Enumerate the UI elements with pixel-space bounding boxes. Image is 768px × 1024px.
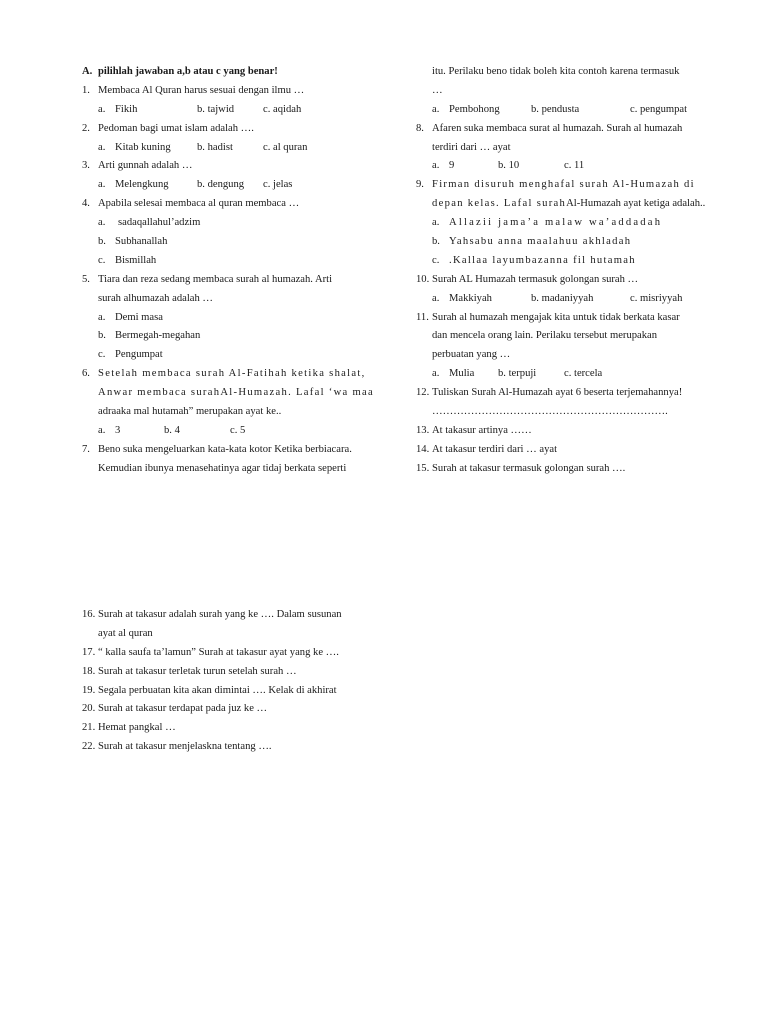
option-b: b. pendusta <box>531 103 580 115</box>
question-10 <box>416 271 716 290</box>
question-text: Beno suka mengeluarkan kata-kata kotor Ketika berbiacara. <box>98 443 352 455</box>
question-number: 6. <box>82 368 90 380</box>
question-text: … <box>432 84 443 96</box>
question-9 <box>416 176 716 195</box>
section-letter: A. <box>82 66 93 77</box>
question-text: Pedoman bagi umat islam adalah …. <box>98 122 254 134</box>
question-20 <box>82 700 372 719</box>
option-letter: b. <box>432 236 440 248</box>
question-text: “ kalla saufa ta’lamun” Surah at takasur ayat yang ke …. <box>98 646 339 658</box>
option-a: 3 <box>115 424 121 436</box>
option-5b <box>82 327 372 346</box>
question-text: Setelah membaca surah Al-Fatihah ketika shalat, <box>98 368 366 380</box>
question-number: 11. <box>416 311 429 323</box>
option-b: b. terpuji <box>498 368 537 380</box>
option-9c <box>416 252 716 271</box>
option-c: c. 11 <box>564 160 585 172</box>
question-7-cont <box>82 460 372 479</box>
question-6-cont2 <box>82 403 372 422</box>
question-text-spaced: depan kelas. Lafal surah <box>432 198 567 210</box>
question-text: Surah at takasur adalah surah yang ke …. Dalam susunan <box>98 609 342 620</box>
question-5 <box>82 271 372 290</box>
bottom-column <box>82 606 372 757</box>
option-c: c. pengumpat <box>630 103 688 115</box>
option-b: b. tajwid <box>197 103 235 115</box>
option-b: Subhanallah <box>115 236 168 248</box>
question-5-cont <box>82 290 372 309</box>
question-18 <box>82 663 372 682</box>
question-number: 3. <box>82 160 90 172</box>
question-text: Surah AL Humazah termasuk golongan surah … <box>432 273 639 285</box>
question-text: Anwar membaca surahAl-Humazah. Lafal ‘wa maa <box>98 387 375 399</box>
question-number: 22. <box>82 741 96 753</box>
question-16 <box>82 606 372 625</box>
option-4b <box>82 233 372 252</box>
option-letter: a. <box>432 292 440 304</box>
option-a: Allazii jama’a malaw wa’addadah <box>449 217 663 229</box>
option-5c <box>82 346 372 365</box>
question-text: Surah at takasur terdapat pada juz ke … <box>98 703 268 715</box>
question-text: surah alhumazah adalah … <box>98 292 214 304</box>
question-text: Apabila selesai membaca al quran membaca … <box>98 198 300 210</box>
question-text: Surah at takasur menjelaskna tentang …. <box>98 741 272 753</box>
option-b: b. dengung <box>197 179 245 191</box>
option-letter: b. <box>98 330 106 342</box>
option-c: .Kallaa layumbazanna fil hutamah <box>449 254 636 266</box>
question-text: At takasur terdiri dari … ayat <box>432 443 558 455</box>
options-1 <box>82 101 372 120</box>
section-title: pilihlah jawaban a,b atau c yang benar! <box>98 66 278 77</box>
question-number: 20. <box>82 703 96 715</box>
option-letter: c. <box>98 254 106 266</box>
question-text: perbuatan yang … <box>432 349 511 361</box>
question-7 <box>82 441 372 460</box>
option-b: b. madaniyyah <box>531 292 594 304</box>
option-a: Fikih <box>115 103 138 115</box>
question-text: Membaca Al Quran harus sesuai dengan ilmu … <box>98 84 305 96</box>
question-6 <box>82 365 372 384</box>
option-b: Bermegah-megahan <box>115 330 201 342</box>
option-c: c. aqidah <box>263 103 302 115</box>
question-number: 16. <box>82 609 96 620</box>
option-a: Melengkung <box>115 179 169 191</box>
option-letter: a. <box>432 217 440 229</box>
option-a: Demi masa <box>115 311 163 323</box>
question-text: Arti gunnah adalah … <box>98 160 193 172</box>
question-4 <box>82 195 372 214</box>
question-number: 10. <box>416 273 430 285</box>
question-6-cont <box>82 384 375 403</box>
question-number: 21. <box>82 722 96 734</box>
option-b: Yahsabu anna maalahuu akhladah <box>449 236 632 248</box>
right-column <box>416 63 716 479</box>
question-number: 5. <box>82 273 90 285</box>
option-letter: c. <box>432 254 440 266</box>
question-17 <box>82 644 372 663</box>
option-letter: a. <box>432 160 440 172</box>
question-number: 13. <box>416 424 430 436</box>
options-11 <box>416 365 716 384</box>
question-13 <box>416 422 716 441</box>
question-2 <box>82 120 372 139</box>
question-text: Surah at takasur termasuk golongan surah …. <box>432 462 626 474</box>
options-10 <box>416 290 716 309</box>
answer-blank: …………………………………………………………. <box>432 406 668 418</box>
option-c: c. jelas <box>263 179 293 191</box>
question-number: 17. <box>82 646 96 658</box>
question-22 <box>82 738 372 757</box>
question-16-cont <box>82 625 372 644</box>
question-9-cont <box>416 195 716 214</box>
question-text: Tuliskan Surah Al-Humazah ayat 6 beserta terjemahannya! <box>432 387 683 399</box>
option-b: b. 4 <box>164 424 180 436</box>
question-text: Hemat pangkal … <box>98 722 176 734</box>
answer-line-12 <box>416 403 716 422</box>
question-number: 2. <box>82 122 90 134</box>
left-column <box>82 63 375 479</box>
question-11-cont <box>416 327 716 346</box>
question-text: Segala perbuatan kita akan dimintai …. Kelak di akhirat <box>98 684 337 696</box>
option-letter: b. <box>98 236 106 248</box>
question-text: ayat al quran <box>98 627 153 639</box>
question-15 <box>416 460 716 479</box>
question-text: adraaka mal hutamah” merupakan ayat ke.. <box>98 406 282 418</box>
options-8 <box>416 157 716 176</box>
option-5a <box>82 309 372 328</box>
option-c: c. tercela <box>564 368 603 380</box>
question-text: Afaren suka membaca surat al humazah. Surah al humazah <box>432 122 683 134</box>
option-a: sadaqallahul’adzim <box>118 217 201 229</box>
question-number: 18. <box>82 665 96 677</box>
option-c: c. 5 <box>230 424 246 436</box>
question-text: dan mencela orang lain. Perilaku tersebut merupakan <box>432 330 658 342</box>
question-text: Surah at takasur terletak turun setelah surah … <box>98 665 297 677</box>
option-c: Pengumpat <box>115 349 163 361</box>
option-c: Bismillah <box>115 254 157 266</box>
option-letter: a. <box>98 424 106 436</box>
option-9a <box>416 214 716 233</box>
question-11-cont2 <box>416 346 716 365</box>
question-21 <box>82 719 372 738</box>
question-text-normal: Al-Humazah ayat ketiga adalah.. <box>566 198 706 210</box>
question-14 <box>416 441 716 460</box>
option-9b <box>416 233 716 252</box>
option-a: Pembohong <box>449 103 500 115</box>
question-text: Kemudian ibunya menasehatinya agar tidaj berkata seperti <box>98 462 347 474</box>
question-number: 9. <box>416 179 424 191</box>
options-7 <box>416 101 716 120</box>
question-number: 1. <box>82 84 90 96</box>
option-b: b. hadist <box>197 141 233 153</box>
option-letter: a. <box>432 368 440 380</box>
option-c: c. al quran <box>263 141 308 153</box>
option-a: Makkiyah <box>449 292 492 304</box>
question-number: 15. <box>416 462 430 474</box>
question-1 <box>82 82 372 101</box>
option-letter: a. <box>98 217 106 229</box>
option-letter: a. <box>98 141 106 153</box>
question-text: itu. Perilaku beno tidak boleh kita contoh karena termasuk <box>432 66 680 77</box>
option-a: Mulia <box>449 368 475 380</box>
question-19 <box>82 682 372 701</box>
question-number: 8. <box>416 122 424 134</box>
option-letter: a. <box>432 103 440 115</box>
question-7-cont3 <box>416 82 716 101</box>
question-text: At takasur artinya …… <box>432 424 532 436</box>
question-text <box>432 195 705 214</box>
option-a: Kitab kuning <box>115 141 171 153</box>
option-letter: a. <box>98 311 106 323</box>
question-number: 12. <box>416 387 430 399</box>
option-4a <box>82 214 372 233</box>
question-number: 7. <box>82 443 90 455</box>
option-4c <box>82 252 372 271</box>
question-8-cont <box>416 139 716 158</box>
question-number: 4. <box>82 198 90 210</box>
question-text: Surah al humazah mengajak kita untuk tidak berkata kasar <box>432 311 680 323</box>
option-letter: a. <box>98 179 106 191</box>
option-c: c. misriyyah <box>630 292 683 304</box>
options-6 <box>82 422 372 441</box>
question-text: Firman disuruh menghafal surah Al-Humazah di <box>432 179 695 191</box>
question-12 <box>416 384 716 403</box>
question-7-cont2 <box>416 63 716 82</box>
options-3 <box>82 176 372 195</box>
question-8 <box>416 120 716 139</box>
option-letter: c. <box>98 349 106 361</box>
section-heading <box>82 63 372 82</box>
option-a: 9 <box>449 160 455 172</box>
question-3 <box>82 157 372 176</box>
question-number: 14. <box>416 443 430 455</box>
option-letter: a. <box>98 103 106 115</box>
question-11 <box>416 309 716 328</box>
question-number: 19. <box>82 684 96 696</box>
option-b: b. 10 <box>498 160 520 172</box>
options-2 <box>82 139 372 158</box>
question-text: Tiara dan reza sedang membaca surah al humazah. Arti <box>98 273 333 285</box>
question-text: terdiri dari … ayat <box>432 141 511 153</box>
